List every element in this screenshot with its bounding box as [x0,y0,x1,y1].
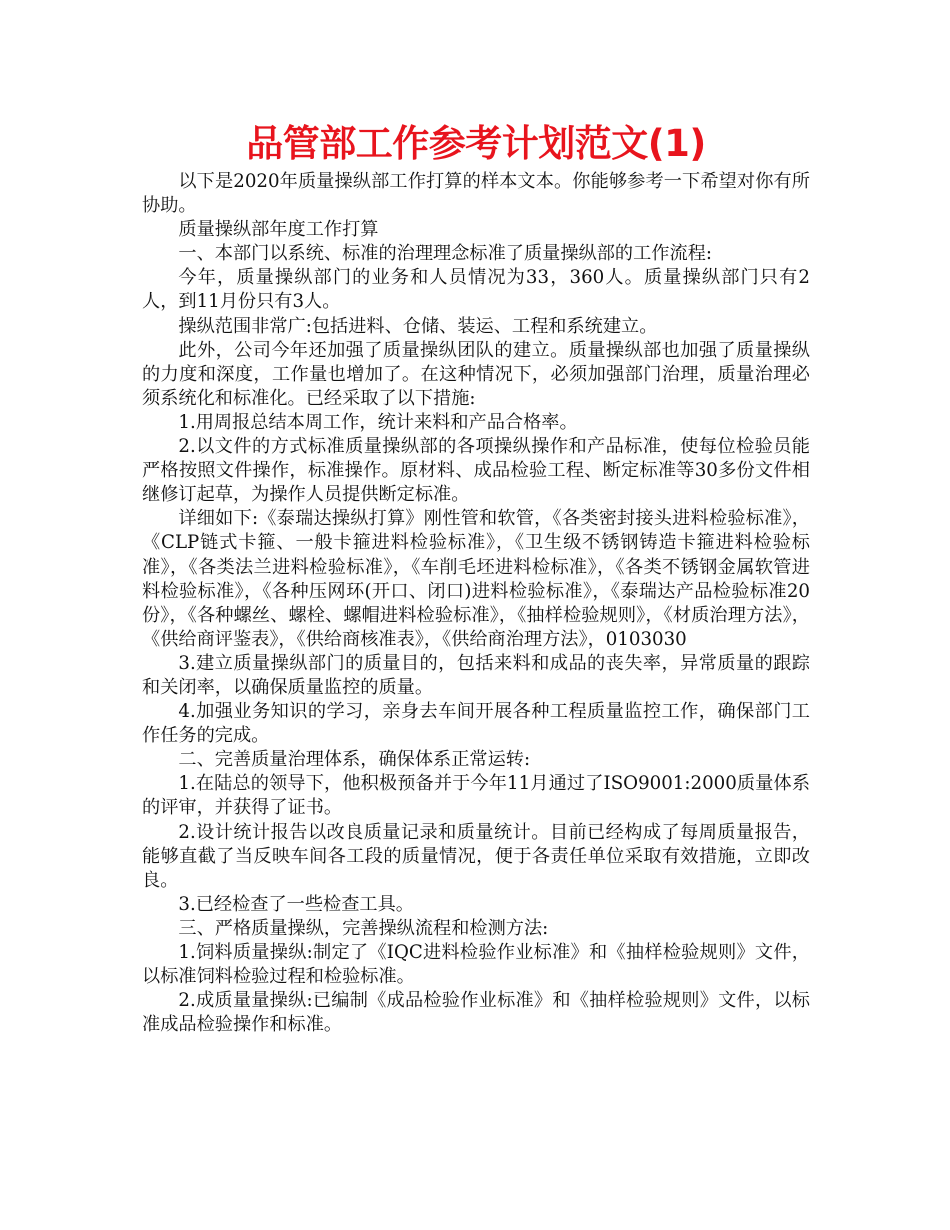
list-item: 2.设计统计报告以改良质量记录和质量统计。目前已经构成了每周质量报告，能够直截了当反映车间各工段的质量情况，便于各责任单位采取有效措施，立即改良。 [142,821,810,891]
paragraph-intro: 以下是2020年质量操纵部工作打算的样本文本。你能够参考一下希望对你有所协助。 [142,171,810,217]
paragraph: 此外，公司今年还加强了质量操纵团队的建立。质量操纵部也加强了质量操纵的力度和深度，工作量也增加了。在这种情况下，必须加强部门治理，质量治理必须系统化和标准化。已经采取了以下措施: [142,339,810,409]
list-item: 3.已经检查了一些检查工具。 [178,893,414,915]
list-item: 2.成质量量操纵:已编制《成品检验作业标准》和《抽样检验规则》文件，以标准成品检验操作和标准。 [142,990,810,1036]
list-item: 4.加强业务知识的学习，亲身去车间开展各种工程质量监控工作，确保部门工作任务的完成。 [142,701,810,747]
section-heading-1: 一、本部门以系统、标准的治理理念标准了质量操纵部的工作流程: [178,243,712,265]
list-item: 1.饲料质量操纵:制定了《IQC进料检验作业标准》和《抽样检验规则》文件，以标准饲料检验过程和检验标准。 [142,942,810,988]
document-body [142,170,810,1037]
list-item: 1.在陆总的领导下，他积极预备并于今年11月通过了ISO9001:2000质量体系的评审，并获得了证书。 [142,773,810,819]
list-item: 1.用周报总结本周工作，统计来料和产品合格率。 [178,411,578,433]
paragraph: 操纵范围非常广:包括进料、仓储、装运、工程和系统建立。 [178,315,658,337]
document-page [142,118,810,1037]
list-item: 2.以文件的方式标准质量操纵部的各项操纵操作和产品标准，使每位检验员能严格按照文件操作，标准操作。原材料、成品检验工程、断定标准等30多份文件相继修订起草，为操作人员提供断定标准。 [142,436,810,506]
section-heading-2: 二、完善质量治理体系，确保体系正常运转: [178,749,531,771]
paragraph: 今年，质量操纵部门的业务和人员情况为33，360人。质量操纵部门只有2人，到11月份只有3人。 [142,267,810,313]
paragraph-details: 详细如下:《泰瑞达操纵打算》刚性管和软管，《各类密封接头进料检验标准》，《CLP链式卡箍、一般卡箍进料检验标准》，《卫生级不锈钢铸造卡箍进料检验标准》，《各类法兰进料检验标准》，《车削毛坯进料检标准》，《各类不锈钢金属软管进料检验标准》，《各种压网环(开口、闭口)进料检验标准》，《泰瑞达产品检验标准20份》，《各种螺丝、螺栓、螺帽进料检验标准》，《抽样检验规则》，《材质治理方法》，《供给商评鉴表》，《供给商核准表》，《供给商治理方法》，0103030 [142,508,810,650]
document-title: 品管部工作参考计划范文(1) [246,122,706,165]
list-item: 3.建立质量操纵部门的质量目的，包括来料和成品的丧失率，异常质量的跟踪和关闭率，以确保质量监控的质量。 [142,652,810,698]
paragraph-heading-annual-plan: 质量操纵部年度工作打算 [178,219,379,241]
section-heading-3: 三、严格质量操纵，完善操纵流程和检测方法: [178,917,549,939]
